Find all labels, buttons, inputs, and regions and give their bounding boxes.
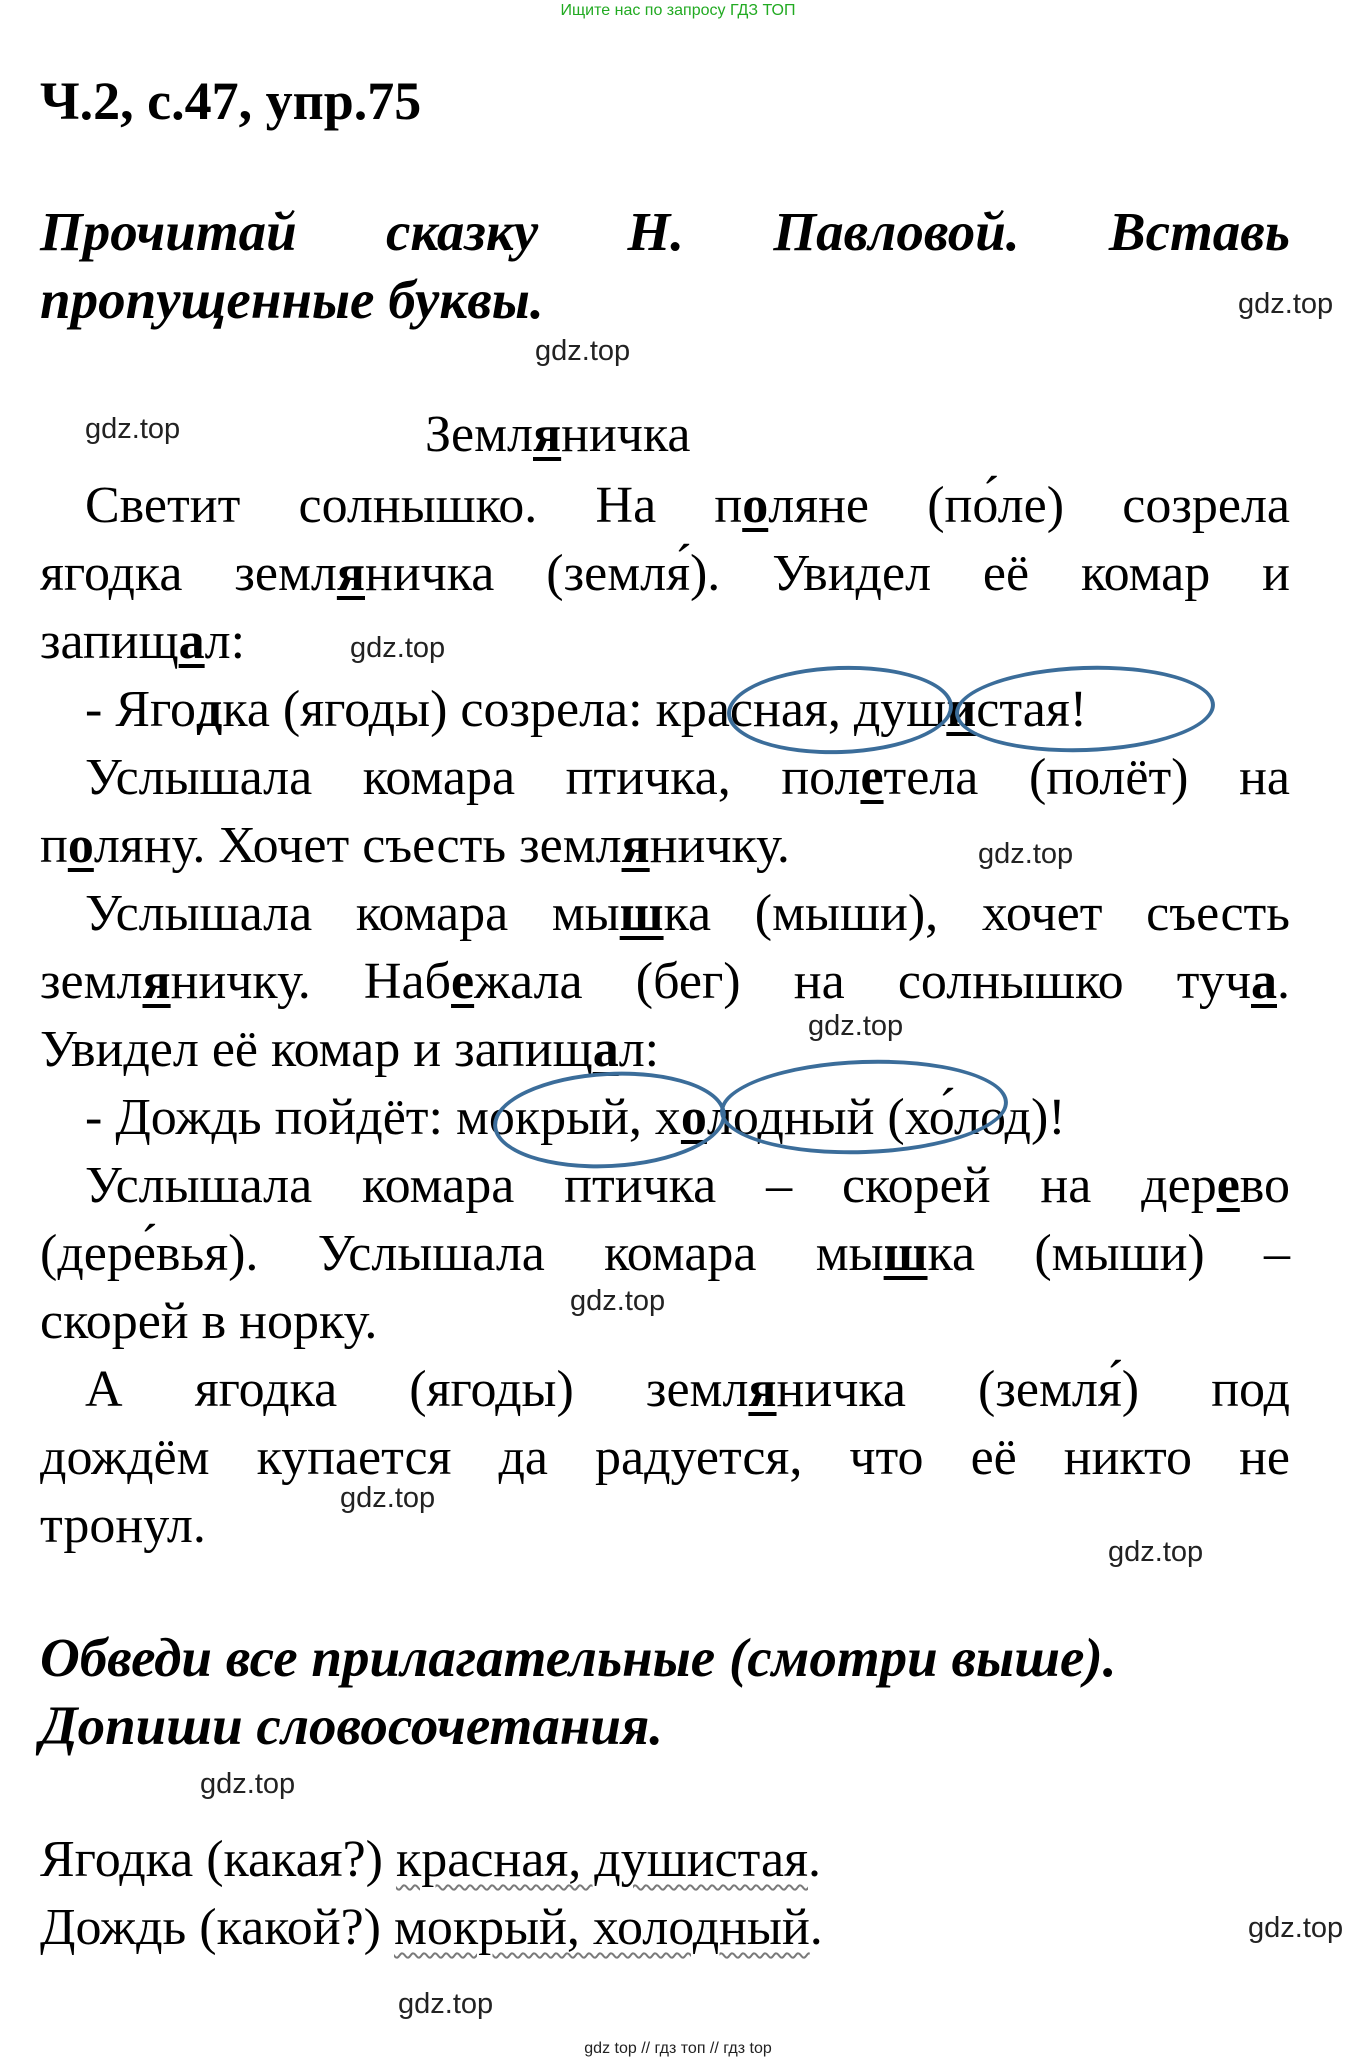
inserted-letter: е xyxy=(451,953,475,1010)
story-line xyxy=(85,1356,1290,1424)
line-text xyxy=(40,545,1290,602)
text-segment: Земл xyxy=(425,406,533,463)
answer-question: Дождь (какой?) xyxy=(40,1899,394,1956)
story-line xyxy=(40,1016,1290,1084)
watermark: gdz.top xyxy=(1238,288,1334,320)
watermark: gdz.top xyxy=(350,632,446,664)
line-text xyxy=(40,1497,206,1554)
task-instruction-line2: пропущенные буквы. xyxy=(40,269,544,330)
task-word: сказку xyxy=(386,201,539,262)
watermark: gdz.top xyxy=(85,413,181,445)
text-segment: ка (мыши) – xyxy=(927,1225,1290,1282)
line-text xyxy=(40,817,790,874)
task-instruction-line1 xyxy=(40,200,1290,263)
story-line xyxy=(85,880,1290,948)
story-line xyxy=(40,812,1290,880)
watermark: gdz.top xyxy=(1248,1912,1344,1944)
text-segment: л: xyxy=(618,1021,660,1078)
inserted-letter: е xyxy=(860,749,884,806)
answer-period: . xyxy=(808,1831,821,1888)
text-segment: скорей в норку. xyxy=(40,1293,378,1350)
story-line xyxy=(40,1492,1290,1560)
text-segment: ничка (земля́) под xyxy=(776,1361,1290,1418)
text-segment: стая! xyxy=(976,681,1088,738)
story-line xyxy=(85,744,1290,812)
inserted-letter: а xyxy=(178,613,205,670)
watermark: gdz.top xyxy=(808,1010,904,1042)
inserted-letter: о xyxy=(67,817,94,874)
text-segment: ляну. Хочет съесть земл xyxy=(93,817,622,874)
inserted-letter: я xyxy=(621,817,650,874)
inserted-letter: д xyxy=(196,681,223,738)
watermark: gdz.top xyxy=(200,1768,296,1800)
text-segment: во xyxy=(1239,1157,1290,1214)
task2-instruction-line1: Обведи все прилагательные (смотри выше). xyxy=(40,1627,1117,1688)
story-heading xyxy=(425,405,691,464)
inserted-letter: а xyxy=(1251,953,1277,1010)
line-text xyxy=(40,1293,377,1350)
text-segment: лодный (хо́лод)! xyxy=(706,1089,1066,1146)
text-segment: ляне (по́ле) созрела xyxy=(768,477,1290,534)
line-text xyxy=(40,1429,1290,1486)
text-segment: жала (бег) на солнышко туч xyxy=(474,953,1251,1010)
answer-question: Ягодка (какая?) xyxy=(40,1831,396,1888)
text-segment: ягодка земл xyxy=(40,545,337,602)
text-segment: дождём купается да радуется, что её никто не xyxy=(40,1429,1290,1486)
story-line xyxy=(40,1424,1290,1492)
inserted-letter: о xyxy=(742,477,769,534)
text-segment: тела (полёт) на xyxy=(883,749,1290,806)
answer-line-berry xyxy=(40,1826,821,1894)
text-segment: Светит солнышко. На п xyxy=(85,477,743,534)
text-segment: . xyxy=(1277,953,1290,1010)
search-hint-banner: Ищите нас по запросу ГДЗ ТОП xyxy=(560,2,796,19)
text-segment: ничку. xyxy=(649,817,790,874)
line-text xyxy=(85,1361,1290,1418)
task-word: Н. xyxy=(627,201,685,262)
answer-line-rain xyxy=(40,1894,823,1962)
line-text xyxy=(425,406,691,463)
footer-links: gdz top // гдз топ // гдз top xyxy=(584,2040,772,2057)
line-text xyxy=(40,613,245,670)
page-title: Ч.2, с.47, упр.75 xyxy=(40,71,422,131)
watermark: gdz.top xyxy=(535,335,631,367)
task-word: Павловой. xyxy=(773,201,1020,262)
text-segment: А ягодка (ягоды) земл xyxy=(85,1361,749,1418)
story-line xyxy=(85,1152,1290,1220)
inserted-letter: я xyxy=(336,545,365,602)
inserted-letter: а xyxy=(592,1021,619,1078)
task2-instruction-line2: Допиши словосочетания. xyxy=(40,1695,664,1756)
text-segment: - Яго xyxy=(85,681,197,738)
inserted-letter: я xyxy=(142,953,171,1010)
inserted-letter: е xyxy=(1216,1157,1240,1214)
inserted-letter: ш xyxy=(619,885,664,942)
text-segment: ничка (земля́). Увидел её комар и xyxy=(365,545,1290,602)
answer-adjectives: красная, душистая xyxy=(395,1831,808,1888)
line-text xyxy=(85,1157,1290,1214)
inserted-letter: я xyxy=(748,1361,777,1418)
inserted-letter: о xyxy=(680,1089,707,1146)
story-line xyxy=(85,472,1290,540)
answer-period: . xyxy=(809,1899,823,1956)
text-segment: земл xyxy=(40,953,143,1010)
inserted-letter: я xyxy=(533,406,562,463)
watermark: gdz.top xyxy=(398,1988,494,2020)
answer-adjectives: мокрый, холодный xyxy=(394,1899,810,1956)
text-segment: Услышала комара мы xyxy=(85,885,620,942)
text-segment: - Дождь пойдёт: мокрый, х xyxy=(85,1089,681,1146)
text-segment: ничку. Наб xyxy=(170,953,452,1010)
text-segment: Услышала комара птичка – скорей на дер xyxy=(85,1157,1217,1214)
text-segment: запищ xyxy=(40,613,179,670)
line-text xyxy=(85,477,1290,534)
story-line xyxy=(40,540,1290,608)
story-line xyxy=(40,948,1290,1016)
task-word: Вставь xyxy=(1108,201,1290,262)
text-segment: ка (ягоды) созрела: красная, душ xyxy=(222,681,947,738)
text-segment: л: xyxy=(204,613,246,670)
inserted-letter: и xyxy=(946,681,977,738)
text-segment: п xyxy=(40,817,68,874)
story-line xyxy=(40,1220,1290,1288)
line-text xyxy=(40,953,1290,1010)
line-text xyxy=(85,885,1290,942)
text-segment: ничка xyxy=(561,406,691,463)
watermark: gdz.top xyxy=(570,1285,666,1317)
text-segment: ка (мыши), хочет съесть xyxy=(663,885,1290,942)
text-segment: Увидел её комар и запищ xyxy=(40,1021,593,1078)
line-text xyxy=(85,749,1290,806)
task-word: Прочитай xyxy=(40,201,297,262)
line-text xyxy=(40,1021,659,1078)
inserted-letter: ш xyxy=(883,1225,928,1282)
watermark: gdz.top xyxy=(1108,1536,1204,1568)
text-segment: тронул. xyxy=(40,1497,206,1554)
watermark: gdz.top xyxy=(978,838,1074,870)
line-text xyxy=(40,1225,1290,1282)
text-segment: (дере́вья). Услышала комара мы xyxy=(40,1225,884,1282)
watermark: gdz.top xyxy=(340,1482,436,1514)
text-segment: Услышала комара птичка, пол xyxy=(85,749,861,806)
